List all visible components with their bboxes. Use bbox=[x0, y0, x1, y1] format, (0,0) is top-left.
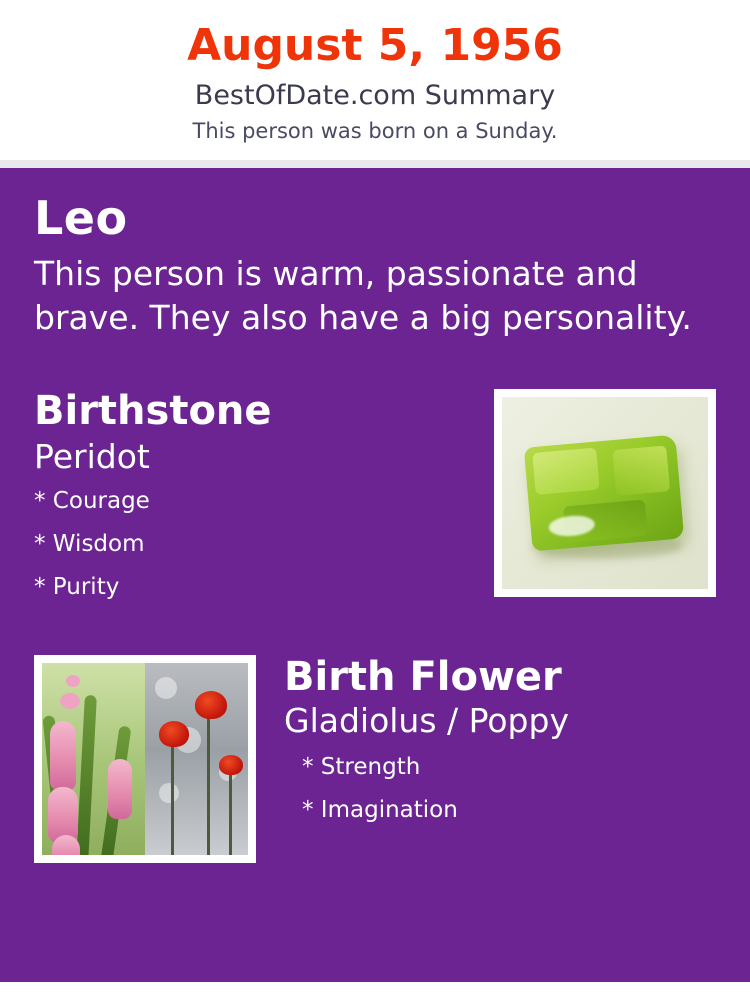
gladiolus-bud bbox=[60, 693, 80, 709]
birthstone-trait: * Purity bbox=[34, 574, 120, 601]
gladiolus-bloom bbox=[50, 721, 76, 791]
gladiolus-and-poppy-photo bbox=[42, 663, 248, 855]
birth-flower-heading: Birth Flower bbox=[284, 653, 562, 700]
birth-flower-text bbox=[284, 655, 716, 823]
birthstone-heading: Birthstone bbox=[34, 387, 272, 434]
poppy-stem bbox=[207, 705, 210, 855]
poppy-photo-half bbox=[145, 663, 248, 855]
gladiolus-bloom bbox=[108, 759, 132, 819]
birth-flower-name: Gladiolus / Poppy bbox=[284, 700, 569, 740]
birthstone-text bbox=[34, 389, 464, 600]
birth-flower-trait: * Imagination bbox=[302, 796, 458, 823]
gladiolus-photo-half bbox=[42, 663, 145, 855]
birthstone-section bbox=[34, 389, 716, 619]
site-summary-label: BestOfDate.com Summary bbox=[194, 80, 556, 112]
gem-facet bbox=[612, 445, 670, 496]
poppy-stem bbox=[171, 735, 174, 855]
poppy-flower bbox=[159, 721, 189, 747]
bokeh-circle bbox=[155, 677, 177, 699]
gem-facet bbox=[532, 447, 599, 494]
gladiolus-bud bbox=[66, 675, 80, 687]
leaf-shape bbox=[76, 695, 97, 855]
birth-flower-section bbox=[34, 655, 716, 865]
birthstone-trait: * Courage bbox=[34, 487, 150, 514]
birth-flower-photo-frame bbox=[34, 655, 256, 863]
poppy-flower bbox=[195, 691, 227, 719]
gem-icon bbox=[524, 435, 684, 552]
header bbox=[0, 0, 750, 160]
details-panel bbox=[0, 168, 750, 982]
birthstone-photo-frame bbox=[494, 389, 716, 597]
header-divider bbox=[0, 160, 750, 168]
birth-day-note: This person was born on a Sunday. bbox=[192, 119, 558, 144]
birth-flower-trait: * Strength bbox=[302, 753, 421, 780]
birthstone-name: Peridot bbox=[34, 436, 150, 476]
peridot-gemstone-photo bbox=[502, 397, 708, 589]
birthstone-trait: * Wisdom bbox=[34, 530, 145, 557]
zodiac-sign-title: Leo bbox=[34, 190, 128, 245]
poppy-flower bbox=[219, 755, 243, 775]
bokeh-circle bbox=[159, 783, 179, 803]
page-title-date: August 5, 1956 bbox=[187, 20, 563, 71]
zodiac-description: This person is warm, passionate and brave. They also have a big personality. bbox=[34, 253, 692, 338]
